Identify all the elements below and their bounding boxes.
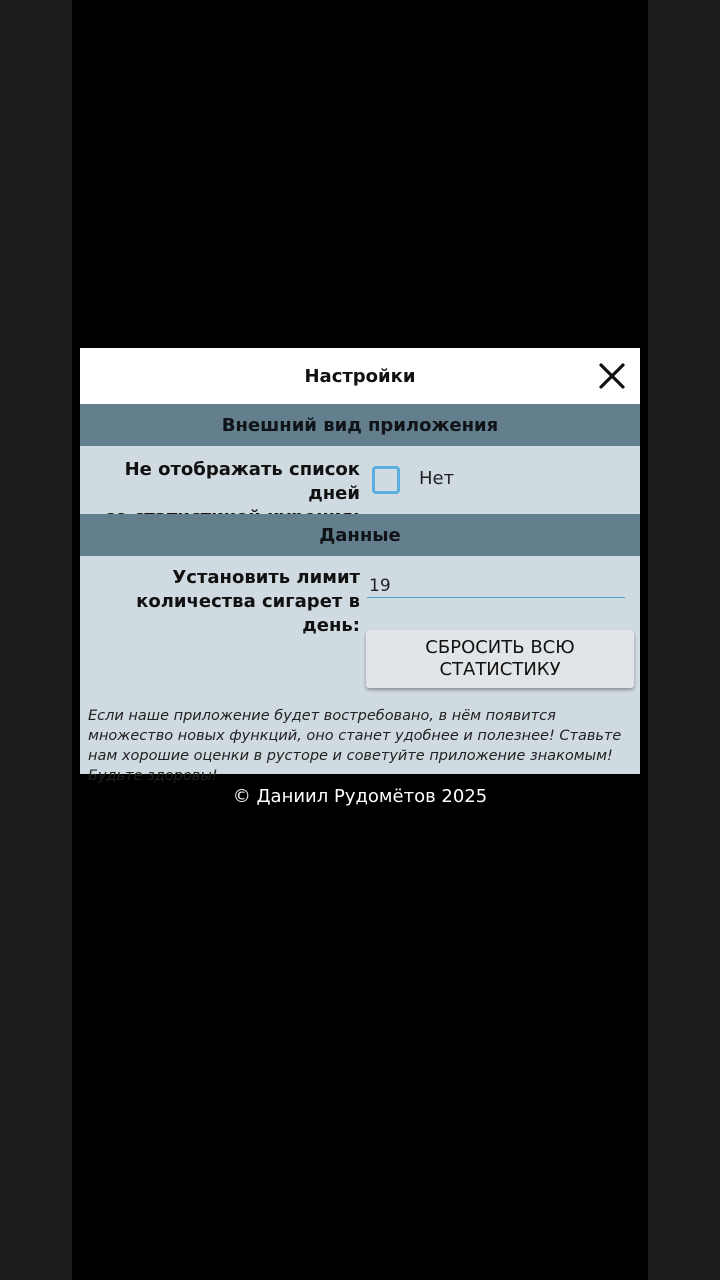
info-text: Если наше приложение будет востребовано, в нём появится множество новых функций, оно станет удобнее и полезнее! Ставьте нам хорошие оценки в русторе и советуйте приложение знакомым! Будьте здоровы! xyxy=(88,708,622,784)
reset-button-line1: СБРОСИТЬ ВСЮ xyxy=(425,637,575,658)
close-icon xyxy=(596,360,628,392)
dialog-title: Настройки xyxy=(304,366,416,387)
limit-input[interactable] xyxy=(367,574,625,598)
section-header-appearance: Внешний вид приложения xyxy=(80,404,640,446)
hide-days-label-line1: Не отображать список дней xyxy=(124,459,360,504)
reset-stats-button[interactable] xyxy=(366,630,634,688)
section-header-data: Данные xyxy=(80,514,640,556)
reset-button-line2: СТАТИСТИКУ xyxy=(439,659,561,680)
copyright-text: © Даниил Рудомётов 2025 xyxy=(232,786,488,807)
hide-days-checkbox[interactable] xyxy=(372,466,400,494)
limit-label-line2: количества сигарет в день: xyxy=(136,591,360,636)
limit-label-line1: Установить лимит xyxy=(172,567,360,588)
hide-days-value: Нет xyxy=(419,468,455,489)
dialog-header xyxy=(80,348,640,404)
close-button[interactable] xyxy=(596,360,628,392)
settings-dialog xyxy=(80,348,640,784)
limit-label xyxy=(80,566,360,638)
